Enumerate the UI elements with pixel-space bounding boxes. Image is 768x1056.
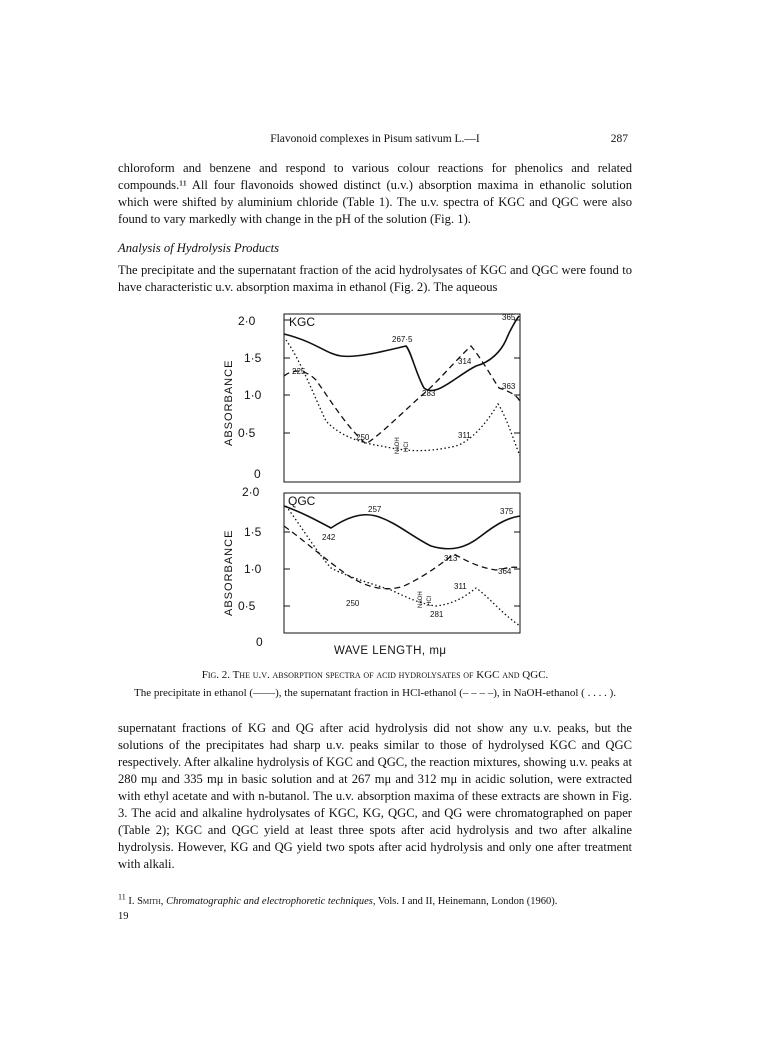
y-axis-label-upper: ABSORBANCE — [223, 359, 235, 446]
paragraph-2: The precipitate and the supernatant fraction of the acid hydrolysates of KGC and QGC were found to have characteristic u.v. absorption maxima in ethanol (Fig. 2). The aqueous — [118, 263, 632, 294]
qgc-naoh-curve — [286, 506, 520, 626]
qgc-annotation: HCl — [427, 596, 433, 606]
qgc-annotation: 364 — [498, 567, 512, 576]
kgc-naoh-curve — [286, 340, 520, 456]
panel-label-qgc: QGC — [288, 494, 316, 508]
kgc-annotation: 283 — [422, 389, 436, 398]
qgc-annotation: 281 — [430, 610, 444, 619]
spectra-chart — [196, 306, 536, 672]
tick-label-lower-1-5: 1·5 — [244, 525, 262, 539]
caption-title: Fig. 2. The u.v. absorption spectra of acid hydrolysates of KGC and QGC. — [201, 669, 549, 681]
signature-mark: 19 — [118, 911, 129, 922]
y-axis-label-lower: ABSORBANCE — [223, 529, 235, 616]
qgc-annotation: 375 — [500, 507, 514, 516]
tick-label-upper-2-0: 2·0 — [238, 314, 256, 328]
qgc-precipitate-curve — [284, 506, 520, 549]
tick-label-lower-0: 0 — [256, 635, 263, 649]
paragraph-3: supernatant fractions of KG and QG after acid hydrolysis did not show any u.v. peaks, but the solutions of the precipitates had sharp u.v. peaks similar to those of hydrolysed KGC and QGC respectively. After alkaline hydrolysis of KGC and QGC, the reaction mixtures, showing u.v. peaks at 280 mμ and 335 mμ in basic solution and at 267 mμ and 312 mμ in acidic solution, were extracted with ethyl acetate and with n-butanol. The u.v. absorption maxima of these extracts are shown in Fig. 3. The acid and alkaline hydrolysates of KGC, KG, QGC, and QG were chromatographed on paper (Table 2); KGC and QGC yield at least three spots after acid hydrolysis and two after alkaline hydrolysis. However, KG and QG yield two spots after acid hydrolysis and only one after treatment with alkali. — [118, 721, 632, 871]
kgc-annotation: HCl — [404, 442, 410, 452]
qgc-annotation: NaOH — [418, 591, 424, 608]
tick-label-upper-0-5: 0·5 — [238, 426, 256, 440]
running-title: Flavonoid complexes in Pisum sativum L.—I — [270, 133, 480, 145]
footnote — [118, 892, 632, 923]
kgc-annotation: 225 — [292, 367, 306, 376]
kgc-annotation: 365 — [502, 313, 516, 322]
tick-label-upper-1-0: 1·0 — [244, 388, 262, 402]
footnote-title: Chromatographic and electrophoretic techniques, — [166, 896, 376, 907]
footnote-author: I. Smith, — [128, 896, 164, 907]
section-subheading: Analysis of Hydrolysis Products — [118, 241, 280, 255]
qgc-annotation: 257 — [368, 505, 382, 514]
kgc-annotation: 363 — [502, 382, 516, 391]
footnote-marker: 11 — [118, 892, 126, 902]
qgc-annotation: 242 — [322, 533, 336, 542]
tick-label-lower-2-0: 2·0 — [242, 485, 260, 499]
kgc-annotation: NaOH — [395, 437, 401, 454]
panel-frame-qgc — [284, 493, 520, 633]
x-axis-label: WAVE LENGTH, mμ — [334, 645, 447, 657]
panel-label-kgc: KGC — [289, 315, 316, 329]
kgc-annotation: 267·5 — [392, 335, 413, 344]
figure-2 — [196, 306, 536, 672]
kgc-annotation: 314 — [458, 357, 472, 366]
qgc-annotation: 250 — [346, 599, 360, 608]
footnote-details: Vols. I and II, Heinemann, London (1960). — [377, 896, 558, 907]
tick-label-upper-1-5: 1·5 — [244, 351, 262, 365]
kgc-supernatant-curve — [284, 346, 520, 444]
kgc-precipitate-curve — [284, 316, 519, 391]
qgc-supernatant-curve — [284, 526, 520, 589]
figure-caption — [118, 668, 632, 700]
tick-label-upper-0: 0 — [254, 467, 261, 481]
qgc-annotation: 311 — [454, 582, 467, 591]
running-header — [118, 133, 632, 149]
kgc-annotation: 250 — [356, 433, 370, 442]
page-number: 287 — [610, 133, 628, 145]
kgc-annotation: 311 — [458, 431, 471, 440]
qgc-annotation: 313 — [444, 554, 458, 563]
caption-legend: The precipitate in ethanol (——), the supernatant fraction in HCl-ethanol (– – – –), in NaOH-ethanol ( . . . . ). — [133, 687, 617, 699]
paragraph-1: chloroform and benzene and respond to various colour reactions for phenolics and related compounds.¹¹ All four flavonoids showed distinct (u.v.) absorption maxima in ethanolic solution which were shifted by aluminium chloride (Table 1). The u.v. spectra of KGC and QGC were also found to vary markedly with change in the pH of the solution (Fig. 1). — [118, 161, 632, 226]
tick-label-lower-1-0: 1·0 — [244, 562, 262, 576]
tick-label-lower-0-5: 0·5 — [238, 599, 256, 613]
